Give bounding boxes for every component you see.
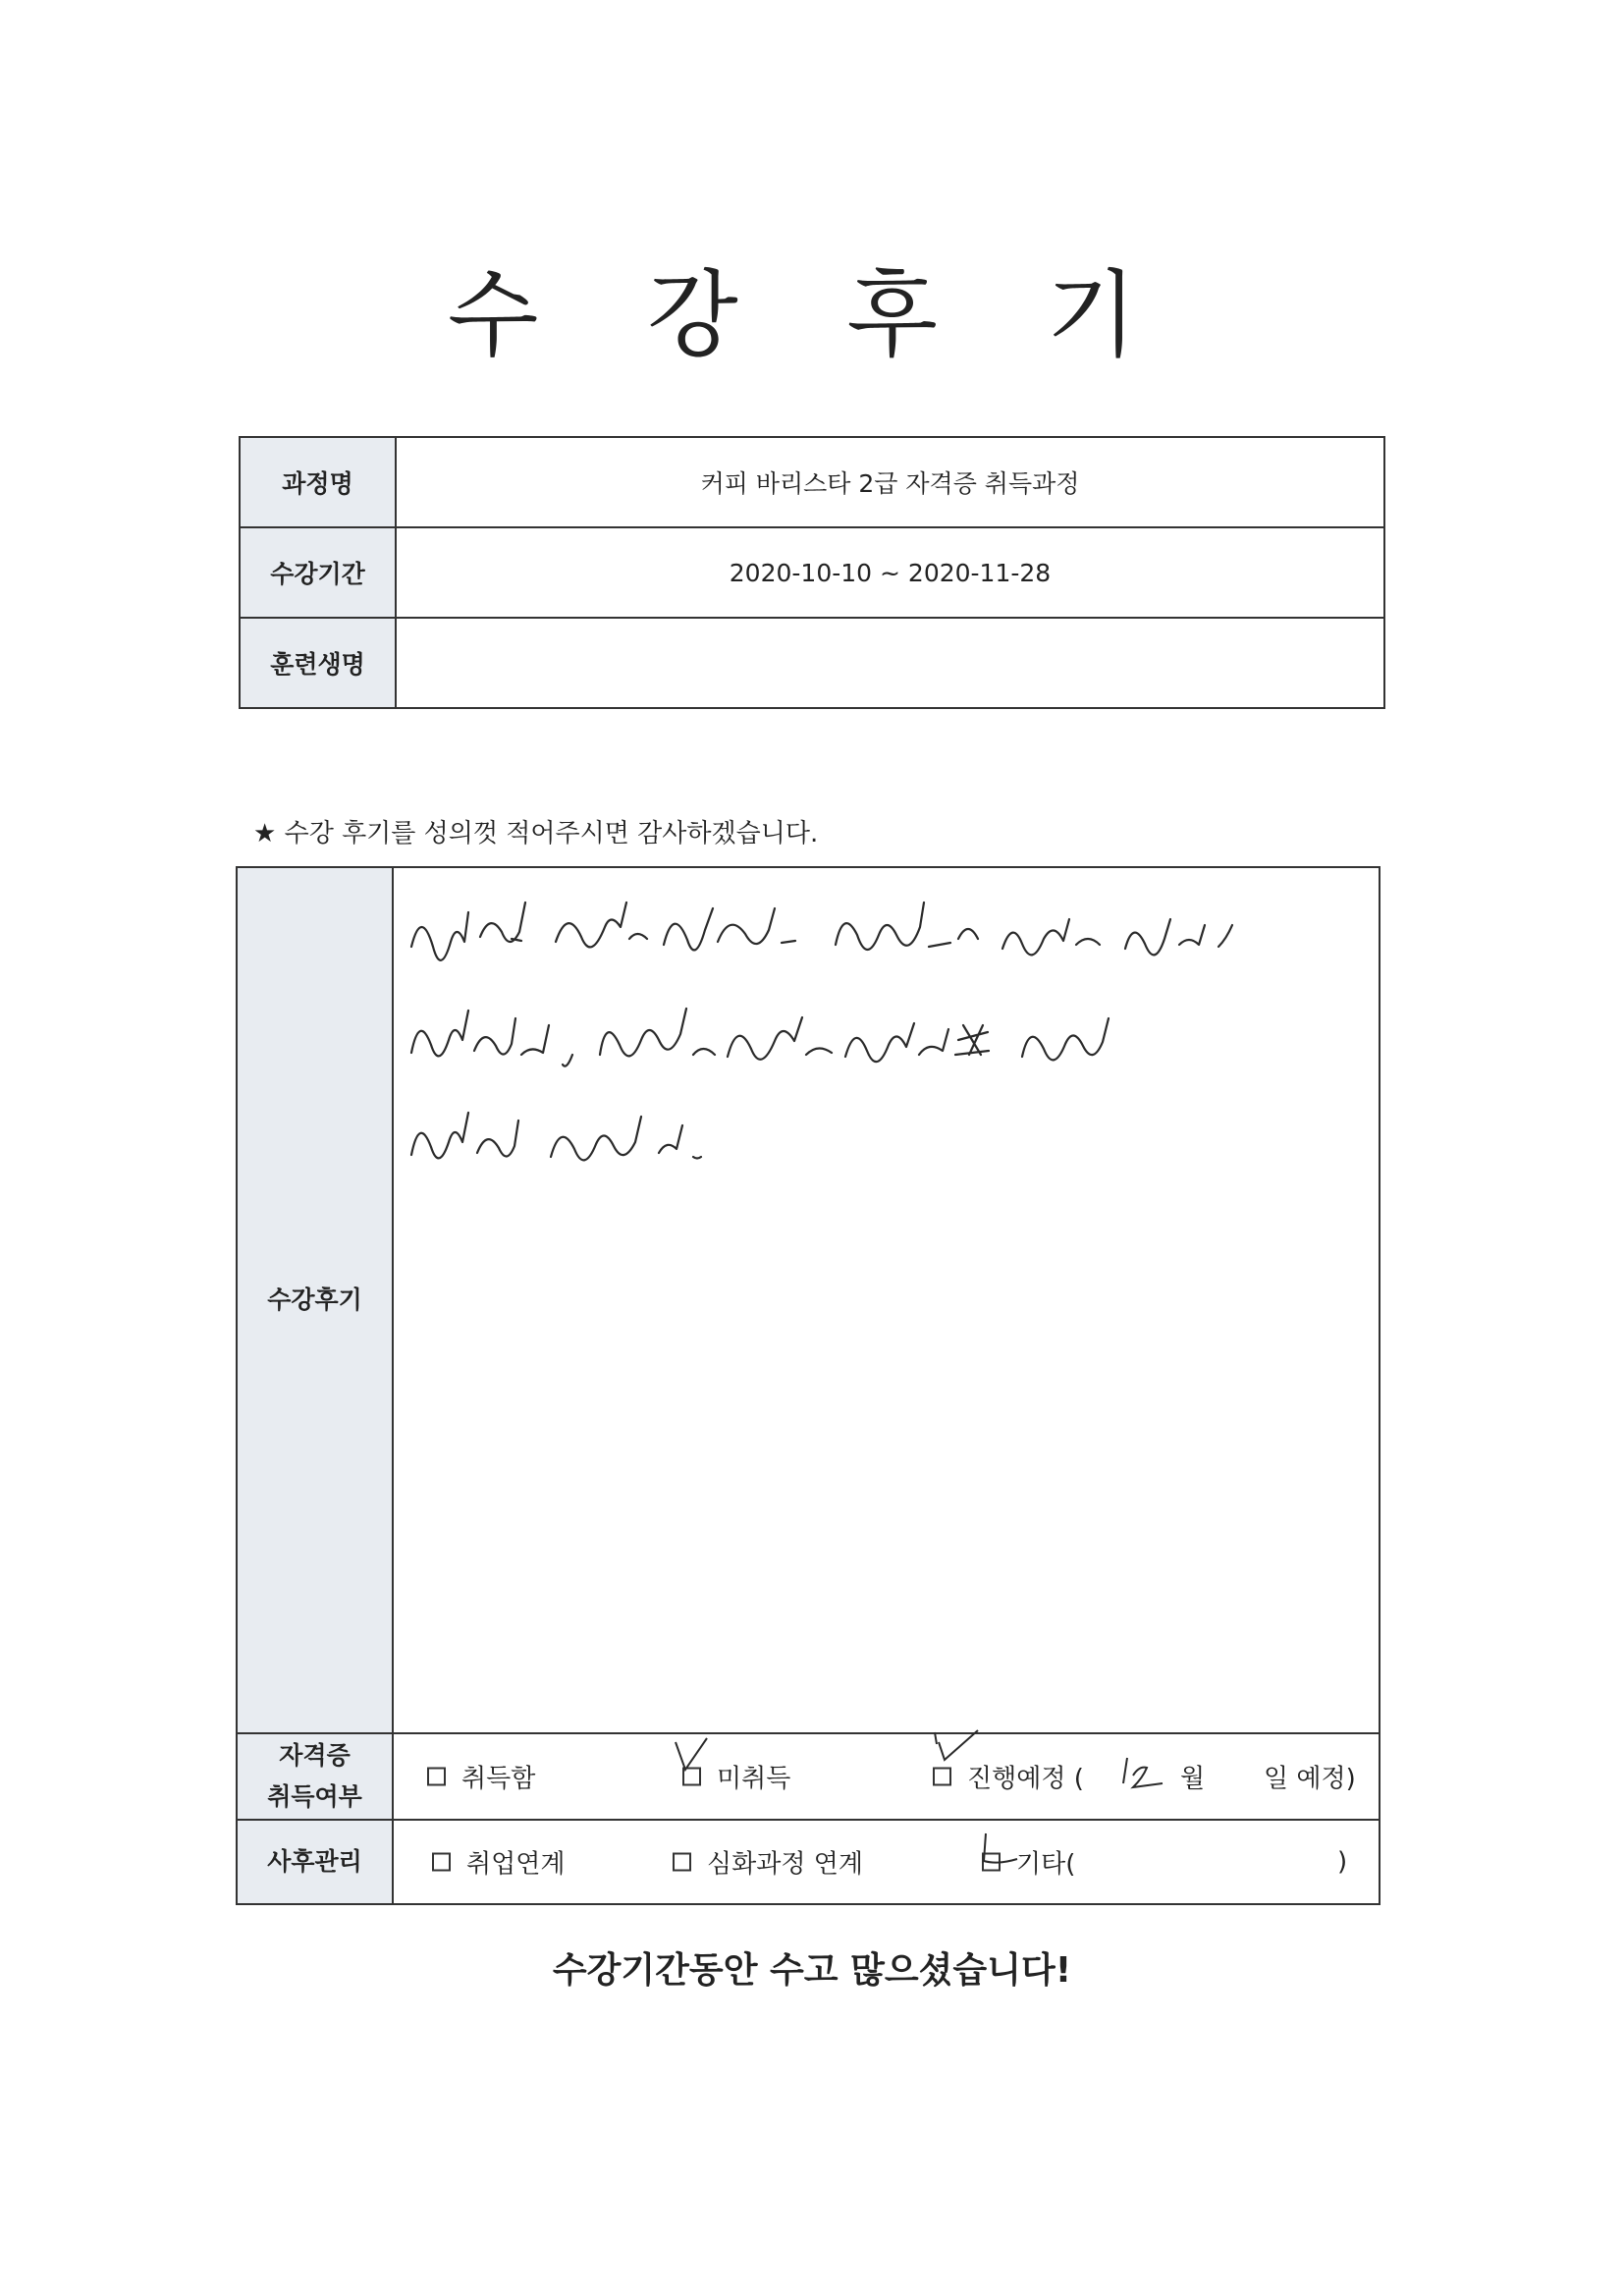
certificate-row <box>237 1733 1380 1820</box>
review-table <box>236 866 1380 1905</box>
review-label: 수강후기 <box>237 867 393 1733</box>
option-other-label: 기타( <box>1016 1849 1076 1880</box>
course-row <box>240 437 1384 527</box>
option-not-obtained-label: 미취득 <box>717 1764 791 1794</box>
certificate-options <box>395 1736 1378 1817</box>
review-content-cell[interactable] <box>393 867 1380 1733</box>
handwritten-review <box>394 868 1381 1730</box>
handwritten-checkmark-icon <box>980 1831 1029 1879</box>
certificate-label-line2: 취득여부 <box>267 1782 362 1811</box>
period-row <box>240 527 1384 618</box>
option-advanced-course[interactable] <box>673 1844 863 1881</box>
certificate-label-line1: 자격증 <box>279 1741 351 1770</box>
period-value: 2020-10-10 ~ 2020-11-28 <box>396 527 1384 618</box>
trainee-name-label: 훈련생명 <box>240 618 396 708</box>
handwritten-checkmark-icon <box>672 1736 711 1776</box>
other-close-paren: ) <box>1337 1847 1348 1877</box>
course-name-label: 과정명 <box>240 437 396 527</box>
course-info-table <box>239 436 1385 709</box>
aftercare-options <box>395 1822 1378 1902</box>
checkbox-advanced-course[interactable] <box>673 1853 691 1872</box>
option-obtained[interactable] <box>427 1759 535 1795</box>
option-job-link-label: 취업연계 <box>466 1849 566 1880</box>
day-scheduled-label: 일 예정) <box>1264 1764 1356 1794</box>
checkbox-job-link[interactable] <box>432 1853 451 1872</box>
course-name-value: 커피 바리스타 2급 자격증 취득과정 <box>396 437 1384 527</box>
handwritten-checkmark-icon <box>931 1730 980 1774</box>
instruction-note: ★ 수강 후기를 성의껏 적어주시면 감사하겠습니다. <box>253 819 819 848</box>
period-label: 수강기간 <box>240 527 396 618</box>
document-title: 수 강 후 기 <box>447 260 1177 370</box>
aftercare-row <box>237 1820 1380 1904</box>
review-row <box>237 867 1380 1733</box>
handwritten-month <box>1117 1752 1166 1795</box>
trainee-row <box>240 618 1384 708</box>
certificate-label <box>237 1733 393 1820</box>
aftercare-options-cell <box>393 1820 1380 1904</box>
checkbox-obtained[interactable] <box>427 1768 446 1786</box>
closing-message: 수강기간동안 수고 많으셨습니다! <box>552 1950 1072 1991</box>
aftercare-label: 사후관리 <box>237 1820 393 1904</box>
option-obtained-label: 취득함 <box>461 1764 536 1794</box>
certificate-options-cell <box>393 1733 1380 1820</box>
trainee-name-value[interactable] <box>396 618 1384 708</box>
month-label: 월 <box>1180 1764 1206 1794</box>
option-job-link[interactable] <box>432 1844 565 1881</box>
option-advanced-course-label: 심화과정 연계 <box>707 1849 863 1880</box>
option-scheduled-label: 진행예정 ( <box>967 1764 1084 1794</box>
